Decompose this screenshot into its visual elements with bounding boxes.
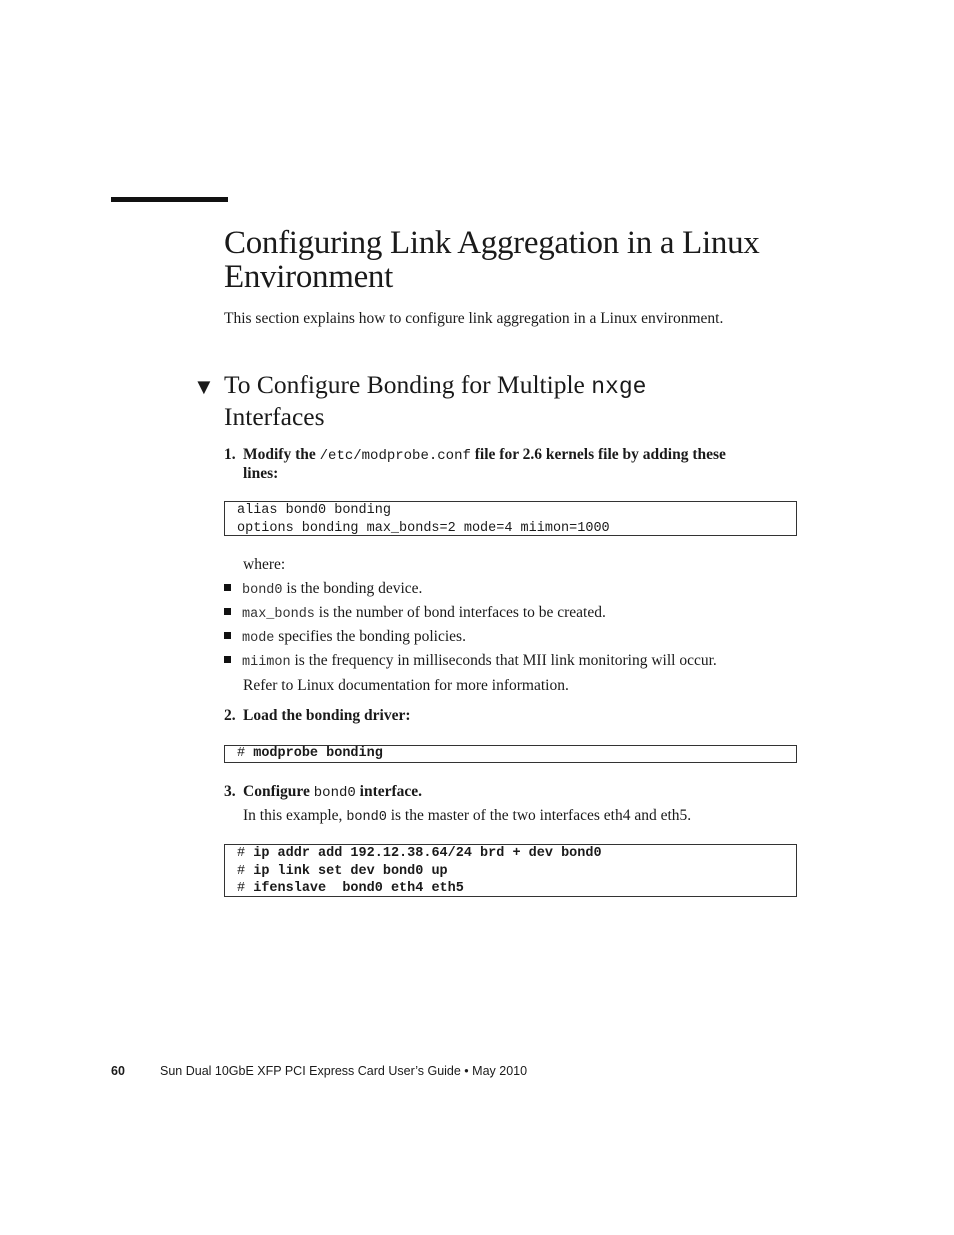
command-text: modprobe bonding bbox=[253, 746, 383, 761]
code-block-bond-config bbox=[224, 844, 797, 897]
step-1-code: /etc/modprobe.conf bbox=[319, 448, 471, 464]
code-line: # ifenslave bond0 eth4 eth5 bbox=[237, 881, 464, 896]
page-footer bbox=[111, 1064, 527, 1078]
bullet-icon bbox=[224, 608, 231, 615]
step-2: 2. Load the bonding driver: bbox=[224, 707, 411, 724]
list-item: mode specifies the bonding policies. bbox=[224, 628, 466, 648]
example-text: In this example, bond0 is the master of the two interfaces eth4 and eth5. bbox=[243, 807, 692, 825]
code-block-modprobe: # modprobe bonding bbox=[224, 745, 797, 763]
procedure-title-code: nxge bbox=[591, 374, 647, 400]
where-text: where: bbox=[243, 556, 286, 573]
step-1: 1. Modify the /etc/modprobe.conf file for 2.6 kernels file by adding these lines: bbox=[224, 446, 726, 482]
bullet-icon bbox=[224, 584, 231, 591]
chapter-rule bbox=[111, 197, 228, 202]
page-number: 60 bbox=[111, 1064, 125, 1078]
step-3-code: bond0 bbox=[313, 785, 356, 801]
bullet-icon bbox=[224, 632, 231, 639]
page-title: Configuring Link Aggregation in a Linux Environment bbox=[224, 225, 760, 295]
list-item: max_bonds is the number of bond interfaces to be created. bbox=[224, 604, 606, 624]
intro-text: This section explains how to configure link aggregation in a Linux environment. bbox=[224, 310, 724, 327]
code-line: # ip link set dev bond0 up bbox=[237, 863, 448, 879]
bullet-icon bbox=[224, 656, 231, 663]
code-line: alias bond0 bonding bbox=[237, 503, 391, 518]
procedure-title: To Configure Bonding for Multiple nxge Interfaces bbox=[224, 370, 647, 431]
refer-text: Refer to Linux documentation for more information. bbox=[243, 677, 569, 694]
code-block-modprobe-conf bbox=[224, 501, 797, 536]
step-3: 3. Configure bond0 interface. bbox=[224, 783, 423, 801]
list-item: bond0 is the bonding device. bbox=[224, 580, 422, 600]
code-line: # ip addr add 192.12.38.64/24 brd + dev bond0 bbox=[237, 846, 602, 861]
footer-text: Sun Dual 10GbE XFP PCI Express Card User’s Guide • May 2010 bbox=[160, 1064, 528, 1078]
code-line: options bonding max_bonds=2 mode=4 miimon=1000 bbox=[237, 520, 610, 536]
list-item: miimon is the frequency in milliseconds that MII link monitoring will occur. bbox=[224, 652, 717, 672]
procedure-triangle-icon: ▼ bbox=[193, 374, 215, 399]
